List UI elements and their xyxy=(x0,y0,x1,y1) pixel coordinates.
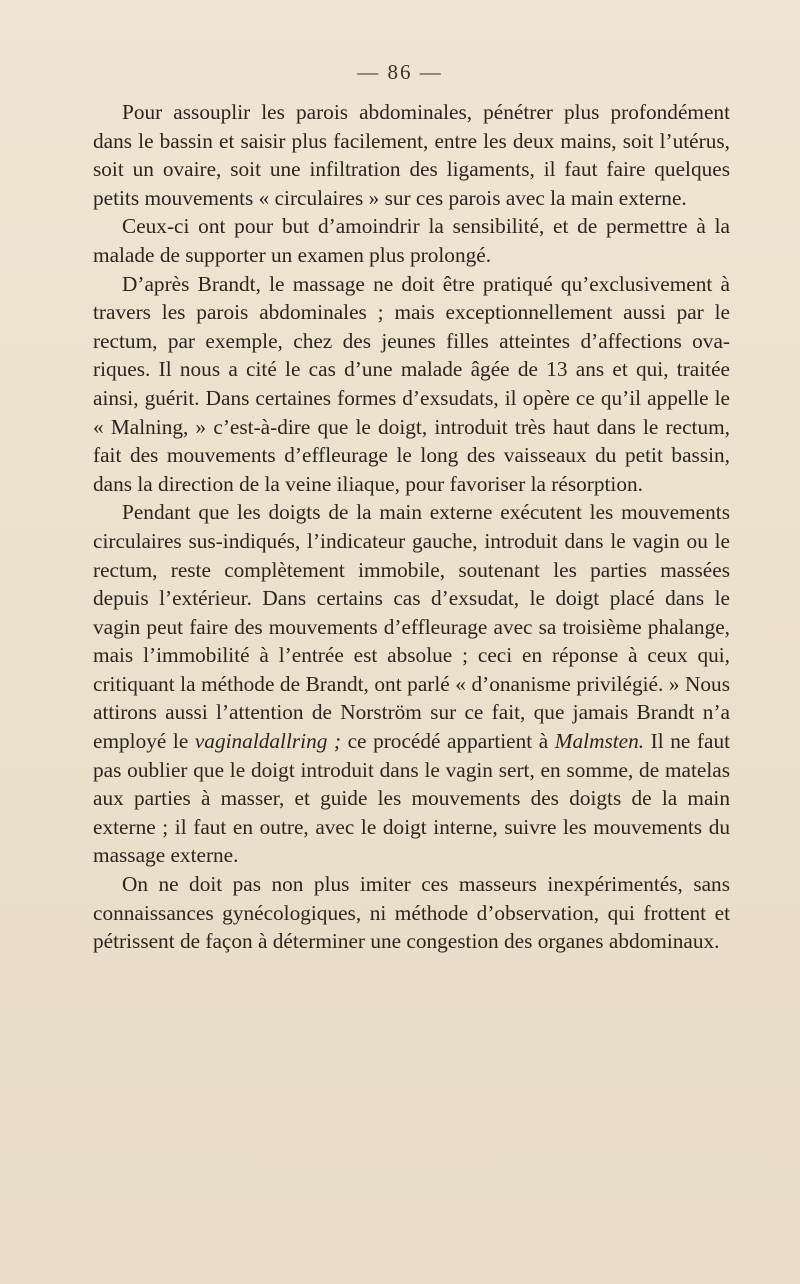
name-malmsten: Malmsten. xyxy=(554,729,645,754)
paragraph-3: D’après Brandt, le massage ne doit être pratiqué qu’exclusivement à travers les parois abdominales ; mais exceptionnellement aussi par le rectum, par exemple, chez des jeunes filles atteintes d’affections ovariques. Il nous a cité le cas d’une malade âgée de 13 ans et qui, traitée ainsi, guérit. Dans certaines formes d’exsudats, il opère ce qu’il appelle le « Malning, » c’est-à-dire que le doigt, introduit très haut dans le rectum, fait des mouvements d’effleurage le long des vaisseaux du petit bassin, dans la direction de la veine iliaque, pour favoriser la résorption. xyxy=(93,271,730,496)
body-text xyxy=(93,98,730,956)
paragraph-4-mid: ce procédé appartient à xyxy=(341,729,555,754)
paragraph-5: On ne doit pas non plus imiter ces masseurs inexpérimentés, sans connaissances gynécologiques, ni méthode d’observation, qui frottent et pétrissent de façon à déterminer une congestion des organes abdominaux. xyxy=(93,872,730,954)
page-number: — 86 — xyxy=(357,60,443,84)
paragraph-4-start: Pendant que les doigts de la main externe exécutent les mouvements circulaires sus-indiqués, l’indicateur gauche, introduit dans le vagin ou le rectum, reste complètement immobile, soutenant les parties massées depuis l’extérieur. Dans certains cas d’exsudat, le doigt placé dans le vagin peut faire des mouvements d’effleurage avec sa troisième phalange, mais l’immobilité à l’entrée est absolue ; ceci en réponse à ceux qui, critiquant la méthode de Brandt, ont parlé « d’onanisme privilégié. » Nous attirons aussi l’attention de Norström sur ce fait, que jamais Brandt n’a employé le xyxy=(93,500,730,754)
paragraph-2: Ceux-ci ont pour but d’amoindrir la sensibilité, et de permettre à la malade de supporter un examen plus prolongé. xyxy=(93,214,730,267)
paragraph-4 xyxy=(93,498,730,870)
paragraph-4-end: Il ne faut pas oublier que le doigt introduit dans le vagin sert, en somme, de matelas aux parties à masser, et guide les mouvements des doigts de la main externe ; il faut en outre, avec le doigt interne, suivre les mouvements du massage externe. xyxy=(93,729,731,868)
term-vaginaldallring: vaginaldallring ; xyxy=(194,729,342,754)
paragraph-1: Pour assouplir les parois abdominales, pénétrer plus profondément dans le bassin et saisir plus facilement, entre les deux mains, soit l’utérus, soit un ovaire, soit une infiltration des ligaments, il faut faire quelques petits mouvements « circulaires » sur ces parois avec la main externe. xyxy=(93,100,730,210)
